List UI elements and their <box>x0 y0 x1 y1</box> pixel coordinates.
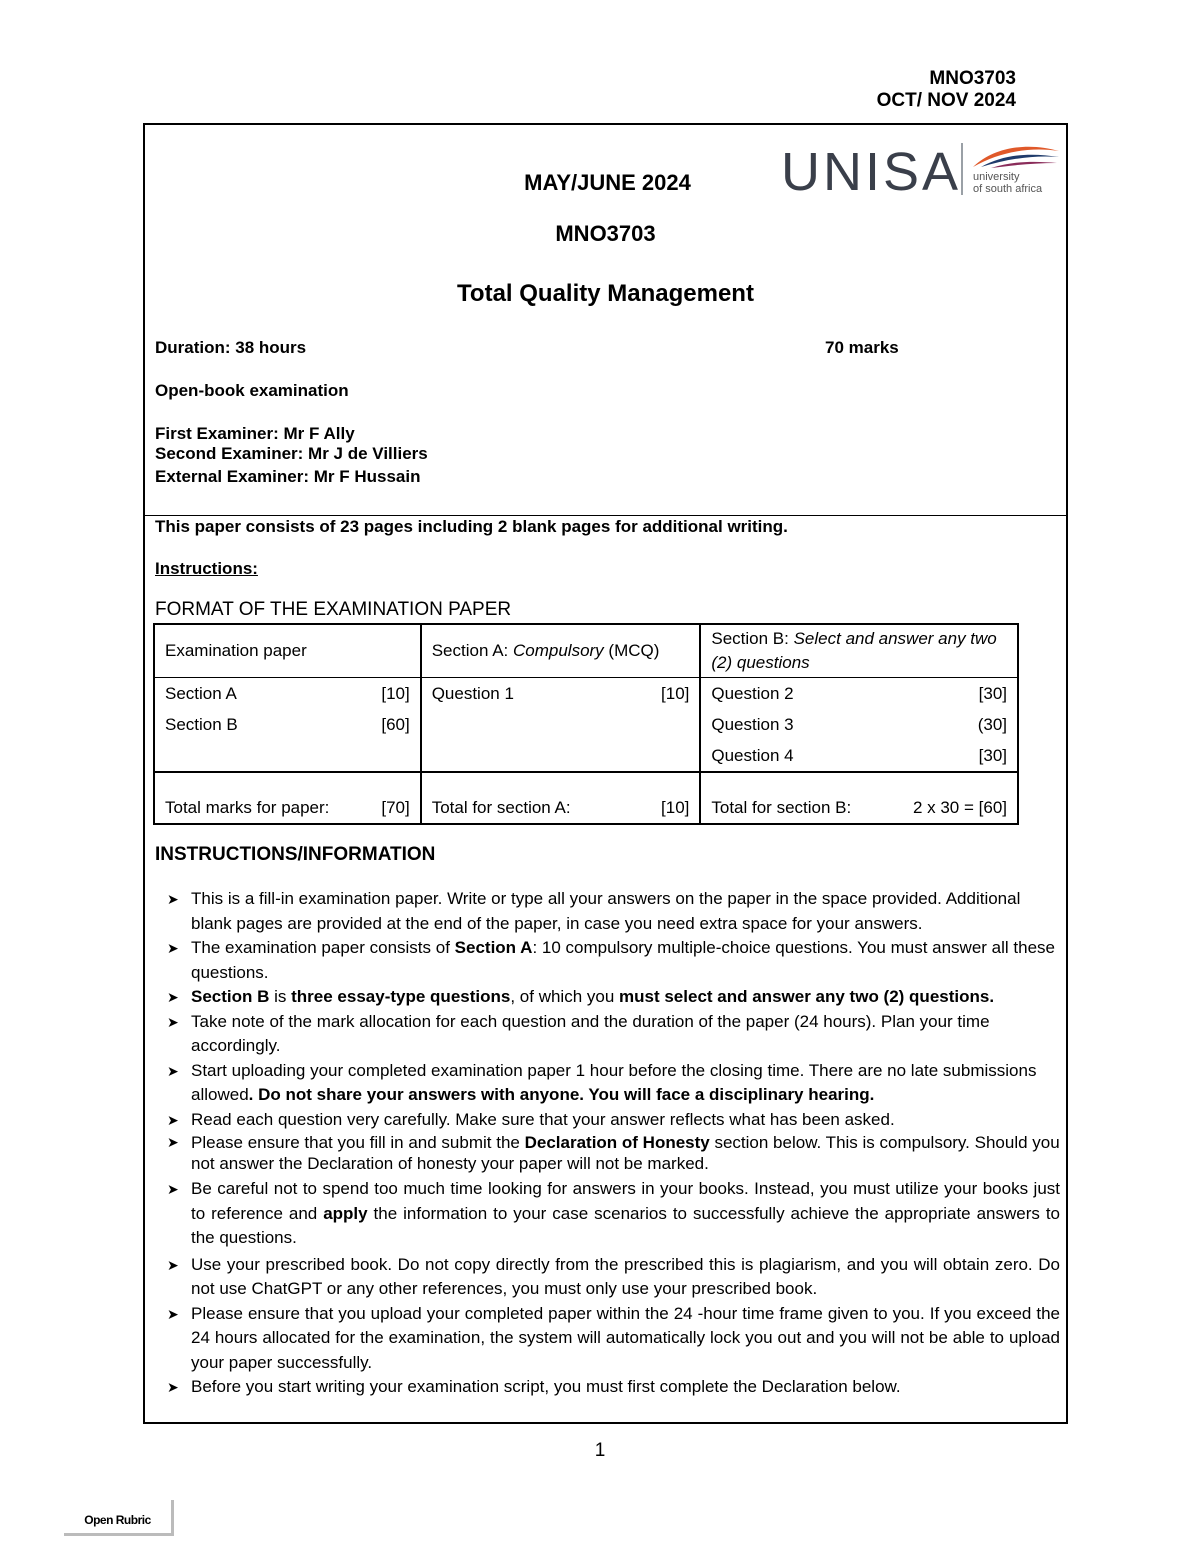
bullet-arrow-icon: ➤ <box>167 1305 179 1322</box>
row-label: Question 1 <box>431 684 514 703</box>
row-label: Question 3 <box>711 715 794 734</box>
bullet-arrow-icon: ➤ <box>167 1013 179 1030</box>
item-text-bold: Declaration of Honesty <box>524 1133 710 1152</box>
bullet-arrow-icon: ➤ <box>167 1111 179 1128</box>
item-text: Read each question very carefully. Make sure that your answer reflects what has been asked. <box>191 1109 895 1129</box>
cover-frame <box>143 123 1068 1424</box>
info-heading: INSTRUCTIONS/INFORMATION <box>155 844 436 865</box>
cover-session: MAY/JUNE 2024 <box>524 170 691 195</box>
bullet-arrow-icon: ➤ <box>167 1181 179 1197</box>
item-text-bold: Section B <box>191 987 270 1006</box>
item-text: , of which you <box>510 987 620 1006</box>
item-text-bold: Section A <box>454 938 533 957</box>
total-section-a <box>421 772 701 824</box>
item-text-bold: must select and answer any two (2) questions. <box>619 987 995 1006</box>
header-course-code: MNO3703 <box>929 68 1016 89</box>
row-label: Section B <box>165 715 238 734</box>
bullet-arrow-icon: ➤ <box>167 989 179 1005</box>
unisa-logo <box>781 139 1061 201</box>
total-label: Total for section A: <box>431 798 571 817</box>
cover-title: Total Quality Management <box>457 280 754 307</box>
item-text: Use your prescribed book. Do not copy directly from the prescribed this is plagiarism, and you will obtain zero. Do not use ChatGPT or any other references, you must only use your prescribed book. <box>191 1254 1060 1298</box>
item-text: is <box>269 987 292 1006</box>
header-section-a-em: Compulsory <box>512 641 604 660</box>
item-text: Take note of the mark allocation for each question and the duration of the paper (24 hours). Plan your time accordingly. <box>191 1011 990 1055</box>
item-text-bold: . Do not share your answers with anyone. You will face a disciplinary hearing. <box>248 1085 875 1104</box>
list-item <box>155 1132 1060 1174</box>
bullet-arrow-icon: ➤ <box>167 1256 179 1273</box>
format-table-body <box>154 678 1018 773</box>
total-mark: 2 x 30 = [60] <box>912 798 1007 817</box>
col1-rows <box>154 678 421 773</box>
header-section-b-em: Select and answer any two (2) questions <box>711 629 997 672</box>
item-text-bold: apply <box>323 1203 368 1223</box>
list-item <box>155 1177 1060 1251</box>
row-mark: [10] <box>381 684 410 703</box>
item-text: Please ensure that you fill in and submit the <box>191 1133 525 1152</box>
total-mark: [70] <box>381 798 410 817</box>
table-row <box>432 678 690 709</box>
format-table-totals <box>154 772 1018 824</box>
list-item <box>155 1302 1060 1376</box>
open-book-note: Open-book examination <box>155 381 349 400</box>
bullet-arrow-icon: ➤ <box>167 1062 179 1079</box>
list-item <box>155 887 1060 936</box>
format-title: FORMAT OF THE EXAMINATION PAPER <box>155 599 512 620</box>
duration: Duration: 38 hours <box>155 338 307 357</box>
item-text: The examination paper consists of <box>191 938 455 957</box>
list-item <box>155 1253 1060 1302</box>
item-text: Before you start writing your examination script, you must first complete the Declaration below. <box>191 1377 901 1396</box>
total-paper <box>154 772 421 824</box>
header-section-b-label: Section B: <box>711 629 794 648</box>
row-label: Question 4 <box>711 746 794 765</box>
bullet-arrow-icon: ➤ <box>167 891 179 907</box>
external-examiner: External Examiner: Mr F Hussain <box>155 467 421 486</box>
item-text: section below. This is compulsory. Should you not answer the Declaration of honesty your paper will not be marked. <box>191 1133 1060 1173</box>
header-section-a <box>421 624 701 678</box>
row-label: Section A <box>165 684 237 703</box>
total-label: Total marks for paper: <box>165 798 330 817</box>
table-row <box>711 678 1007 709</box>
item-text: Please ensure that you upload your completed paper within the 24 -hour time frame given to you. If you exceed the 24 hours allocated for the examination, the system will automatically lock you out and you will not be able to upload your paper successfully. <box>191 1303 1060 1372</box>
table-row <box>165 709 410 740</box>
item-text: Be careful not to spend too much time looking for answers in your books. Instead, you must utilize your books just to reference and <box>191 1179 1060 1223</box>
row-label: Question 2 <box>711 684 794 703</box>
bullet-arrow-icon: ➤ <box>167 940 179 956</box>
logo-sub-line2: of south africa <box>973 183 1043 195</box>
row-mark: [10] <box>661 684 690 703</box>
section-divider <box>145 515 1066 516</box>
list-item <box>155 1108 1060 1133</box>
total-marks: 70 marks <box>825 338 899 357</box>
total-mark: [10] <box>661 798 690 817</box>
logo-wordmark: UNISA <box>781 142 962 202</box>
header-exam-paper: Examination paper <box>154 624 421 678</box>
bullet-arrow-icon: ➤ <box>167 1134 179 1150</box>
cover-course-code: MNO3703 <box>555 221 656 246</box>
table-row <box>711 740 1007 771</box>
format-table-header <box>154 624 1018 678</box>
list-item <box>155 985 1060 1010</box>
item-text: the information to your case scenarios to successfully achieve the appropriate answers to the questions. <box>191 1203 1060 1247</box>
paper-page-count: This paper consists of 23 pages including 2 blank pages for additional writing. <box>155 517 788 536</box>
logo-divider <box>961 143 963 195</box>
total-section-b <box>700 772 1018 824</box>
list-item <box>155 936 1060 985</box>
instructions-label: Instructions: <box>155 559 258 578</box>
bullet-arrow-icon: ➤ <box>167 1379 179 1395</box>
table-row <box>711 797 1007 819</box>
total-label: Total for section B: <box>711 798 852 817</box>
second-examiner: Second Examiner: Mr J de Villiers <box>155 444 428 463</box>
instruction-list <box>155 887 1060 1400</box>
item-text-bold: three essay-type questions <box>291 987 511 1006</box>
list-item <box>155 1010 1060 1059</box>
col3-rows <box>700 678 1018 773</box>
page-number: 1 <box>594 1440 606 1461</box>
logo-sub-line1: university <box>973 171 1020 183</box>
table-row <box>432 797 690 819</box>
header-section-a-suffix: (MCQ) <box>603 641 660 660</box>
header-section-a-label: Section A: <box>431 641 513 660</box>
logo-subtitle <box>973 171 1042 195</box>
row-mark: [30] <box>978 684 1007 703</box>
row-mark: [30] <box>978 746 1007 765</box>
table-row <box>711 709 1007 740</box>
logo-swoosh-icon <box>971 141 1061 171</box>
item-text: This is a fill-in examination paper. Write or type all your answers on the paper in the space provided. Additional blank pages are provided at the end of the paper, in case you need extra space for your answers. <box>191 889 1021 933</box>
item-text: Start uploading your completed examination paper 1 hour before the closing time. There are no late submissions allowed <box>191 1060 1037 1104</box>
list-item <box>155 1375 1060 1400</box>
row-mark: (30] <box>977 715 1007 734</box>
table-row <box>165 797 410 819</box>
item-text: : 10 compulsory multiple-choice questions. You must answer all these questions. <box>191 938 1055 982</box>
header-section-b <box>700 624 1018 678</box>
table-row <box>165 678 410 709</box>
open-rubric-label: Open Rubric <box>64 1500 174 1536</box>
list-item <box>155 1059 1060 1108</box>
col2-rows <box>421 678 701 773</box>
row-mark: [60] <box>381 715 410 734</box>
first-examiner: First Examiner: Mr F Ally <box>155 424 355 443</box>
format-table <box>153 623 1019 825</box>
header-session: OCT/ NOV 2024 <box>876 90 1016 111</box>
